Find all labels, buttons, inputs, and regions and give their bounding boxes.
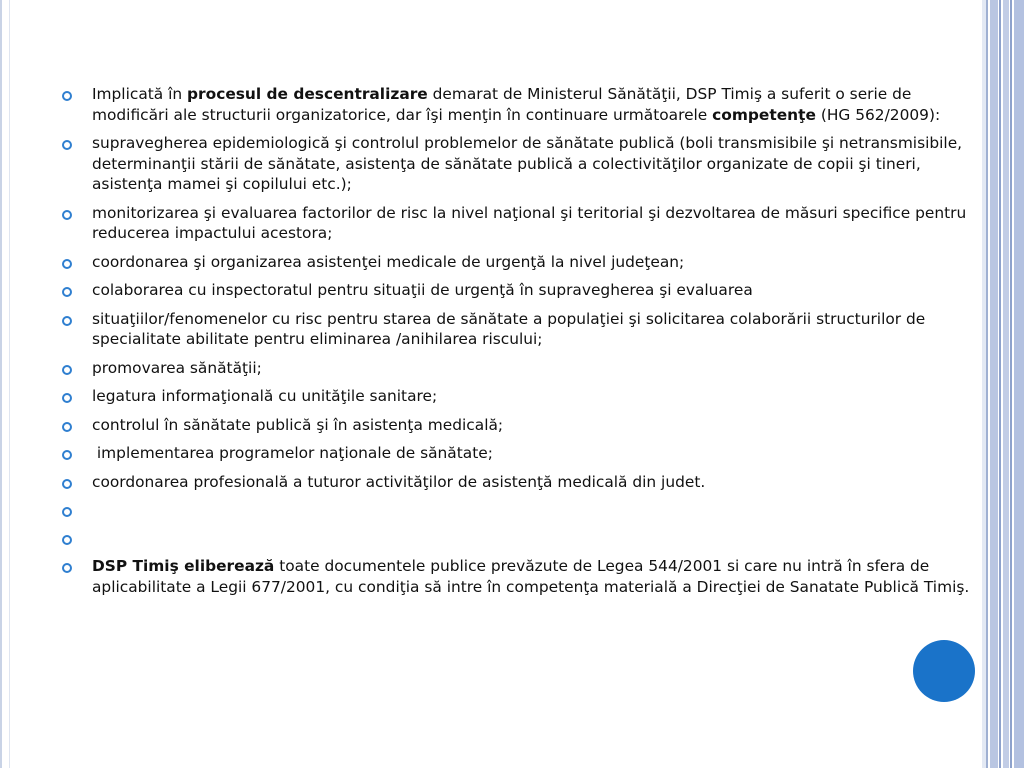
bullet-ring-icon <box>62 422 72 432</box>
bullet-item <box>62 415 974 436</box>
bullet-ring-icon <box>62 535 72 545</box>
bullet-text: Implicată în <box>92 85 188 103</box>
band-stripe <box>1010 0 1012 768</box>
bullet-ring-icon <box>62 365 72 375</box>
bullet-text: (HG 562/2009): <box>815 105 941 124</box>
bullet-text: controlul în sănătate publică şi în asistenţa medicală; <box>92 415 504 434</box>
slide-bullet-list <box>62 84 974 605</box>
bullet-text: coordonarea profesională a tuturor activităţilor de asistenţă medicală din judet. <box>92 472 706 491</box>
bullet-text: demarat de Ministerul Sănătăţii, DSP Timiş a suferit o serie de modificări ale structurii organizatorice, dar îşi menţin în continuare următoarele <box>92 85 912 124</box>
bold-phrase: DSP Timiş eliberează <box>92 557 275 575</box>
bullet-ring-icon <box>62 393 72 403</box>
bullet-ring-icon <box>62 450 72 460</box>
bullet-ring-icon <box>62 563 72 573</box>
bullet-text: toate documentele publice prevăzute de Legea 544/2001 si care nu intră în sfera de aplicabilitate a Legii 677/2001, cu condiţia să intre în competenţa materială a Direcţiei de Sanatate Publică Timiş. <box>92 557 970 596</box>
bullet-ring-icon <box>62 479 72 489</box>
bullet-item-intro <box>62 84 974 125</box>
bullet-text: implementarea programelor naţionale de sănătate; <box>92 444 493 462</box>
bullet-ring-icon <box>62 507 72 517</box>
bullet-ring-icon <box>62 140 72 150</box>
bullet-item <box>62 280 974 301</box>
left-border-line <box>0 0 10 768</box>
bullet-ring-icon <box>62 287 72 297</box>
bullet-text: situaţiilor/fenomenelor cu risc pentru starea de sănătate a populaţiei şi solicitarea colaborării structurilor de specialitate abilitate pentru eliminarea /anihilarea riscului; <box>92 309 926 348</box>
band-stripe <box>1003 0 1009 768</box>
bullet-item <box>62 252 974 273</box>
band-stripe <box>990 0 998 768</box>
right-decorative-bands <box>982 0 1024 768</box>
bullet-item <box>62 386 974 407</box>
decorative-blue-circle <box>913 640 975 702</box>
band-stripe <box>999 0 1001 768</box>
band-stripe <box>1014 0 1024 768</box>
bullet-item-empty <box>62 500 974 520</box>
bullet-item <box>62 203 974 244</box>
bullet-item <box>62 472 974 493</box>
bullet-item <box>62 133 974 195</box>
bullet-ring-icon <box>62 91 72 101</box>
bullet-item <box>62 358 974 379</box>
bold-phrase: procesul de descentralizare <box>187 85 428 103</box>
bullet-text: colaborarea cu inspectoratul pentru situaţii de urgenţă în supravegherea şi evaluarea <box>92 281 753 299</box>
bullet-ring-icon <box>62 210 72 220</box>
bullet-item <box>62 443 974 464</box>
bullet-item-empty <box>62 528 974 548</box>
bullet-text: supravegherea epidemiologică şi controlul problemelor de sănătate publică (boli transmisibile şi netransmisibile, determinanţii stării de sănătate, asistenţa de sănătate publică a colectivităţilor organizate de copii şi tineri, asistenţa mamei şi copilului etc.); <box>92 134 963 193</box>
bullet-ring-icon <box>62 316 72 326</box>
bullet-ring-icon <box>62 259 72 269</box>
bullet-item <box>62 309 974 350</box>
bullet-text: coordonarea şi organizarea asistenţei medicale de urgenţă la nivel judeţean; <box>92 252 685 271</box>
bullet-text: monitorizarea şi evaluarea factorilor de risc la nivel naţional şi teritorial şi dezvoltarea de măsuri specifice pentru reducerea impactului acestora; <box>92 203 967 242</box>
bullet-text: legatura informaţională cu unităţile sanitare; <box>92 387 438 405</box>
bullet-item-dsp <box>62 556 974 597</box>
bold-phrase: competenţe <box>712 105 816 124</box>
bullet-text: promovarea sănătăţii; <box>92 358 262 377</box>
band-stripe <box>986 0 988 768</box>
